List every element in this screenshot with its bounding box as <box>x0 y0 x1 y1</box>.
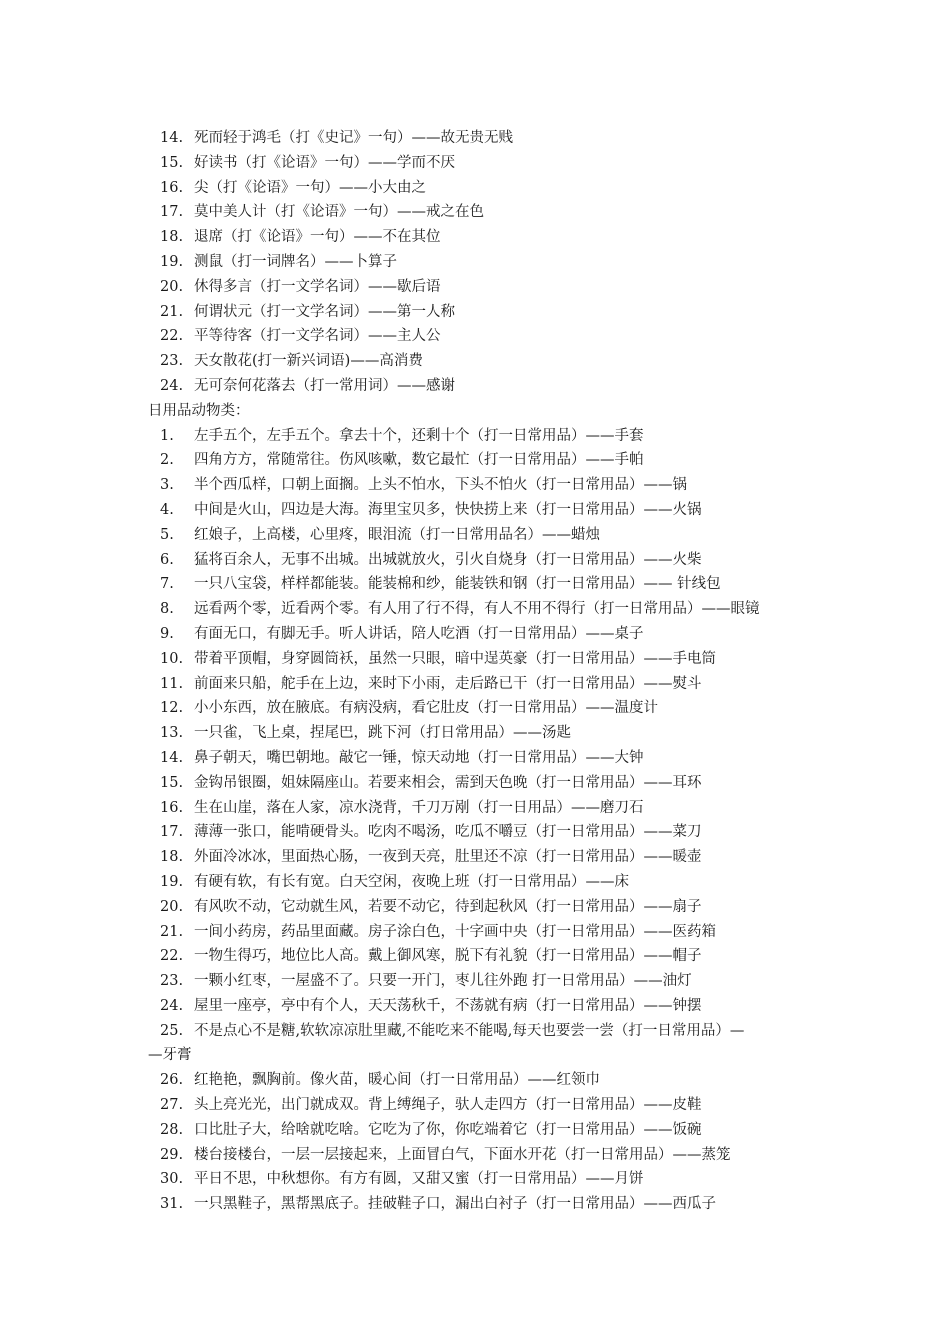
item-number: 22. <box>160 328 184 345</box>
item-text: 中间是火山，四边是大海。海里宝贝多，快快捞上来（打一日常用品）——火锅 <box>194 501 702 518</box>
item-text: 有面无口，有脚无手。听人讲话，陪人吃酒（打一日常用品）——桌子 <box>194 625 644 642</box>
list-item <box>148 672 818 697</box>
list-item <box>148 1192 818 1217</box>
item-text: 楼台接楼台，一层一层接起来，上面冒白气，下面水开花（打一日常用品）——蒸笼 <box>194 1146 731 1163</box>
item-number: 20. <box>160 898 184 915</box>
list-item <box>148 498 818 523</box>
item-text: 鼻子朝天，嘴巴朝地。敲它一锤，惊天动地（打一日常用品）——大钟 <box>194 749 644 766</box>
list-item <box>148 796 818 821</box>
list-item <box>148 374 818 399</box>
item-number: 27. <box>160 1097 184 1114</box>
item-text: 口比肚子大，给啥就吃啥。它吃为了你，你吃端着它（打一日常用品）——饭碗 <box>194 1121 702 1138</box>
item-text: 一颗小红枣，一屋盛不了。只要一开门，枣儿往外跑 打一日常用品）——油灯 <box>194 973 692 990</box>
item-text: 四角方方，常随常往。伤风咳嗽，数它最忙（打一日常用品）——手帕 <box>194 452 644 469</box>
item-text: 尖（打《论语》一句）——小大由之 <box>194 179 426 196</box>
item-number: 23. <box>160 353 184 370</box>
item-number: 7. <box>160 576 174 593</box>
list-item <box>148 920 818 945</box>
item-number: 28. <box>160 1121 184 1138</box>
item-number: 6. <box>160 551 174 568</box>
item-text: 休得多言（打一文学名词）——歇后语 <box>194 278 441 295</box>
item-number: 25. <box>160 1022 184 1039</box>
item-text: 猛将百余人，无事不出城。出城就放火，引火自烧身（打一日常用品）——火柴 <box>194 551 702 568</box>
item-text: 有硬有软，有长有宽。白天空闲，夜晚上班（打一日常用品）——床 <box>194 873 629 890</box>
list-item <box>148 895 818 920</box>
list-item <box>148 647 818 672</box>
list-item <box>148 225 818 250</box>
section-heading: 日用品动物类： <box>148 402 250 419</box>
item-text: 半个西瓜样，口朝上面搁。上头不怕水，下头不怕火（打一日常用品）——锅 <box>194 477 687 494</box>
item-number: 18. <box>160 229 184 246</box>
item-number: 3. <box>160 477 174 494</box>
list-item <box>148 944 818 969</box>
item-text: 左手五个，左手五个。拿去十个，还剩十个（打一日常用品）——手套 <box>194 427 644 444</box>
item-text: 远看两个零，近看两个零。有人用了行不得，有人不用不得行（打一日常用品）——眼镜 <box>194 601 760 618</box>
item-text: 无可奈何花落去（打一常用词）——感谢 <box>194 377 455 394</box>
item-number: 16. <box>160 799 184 816</box>
list-item <box>148 572 818 597</box>
item-text: 好读书（打《论语》一句）——学而不厌 <box>194 154 455 171</box>
section-daily-items-riddles <box>148 424 818 1218</box>
item-number: 9. <box>160 625 174 642</box>
item-number: 17. <box>160 204 184 221</box>
item-number: 13. <box>160 725 184 742</box>
item-number: 19. <box>160 873 184 890</box>
list-item <box>148 1093 818 1118</box>
item-number: 4. <box>160 501 174 518</box>
item-text: 有风吹不动，它动就生风，若要不动它，待到起秋风（打一日常用品）——扇子 <box>194 898 702 915</box>
item-text: 一只雀，飞上桌，捏尾巴，跳下河（打日常用品）——汤匙 <box>194 725 571 742</box>
item-text: 小小东西，放在腋底。有病没病，看它肚皮（打一日常用品）——温度计 <box>194 700 658 717</box>
item-number: 12. <box>160 700 184 717</box>
list-item <box>148 151 818 176</box>
item-text: 生在山崖，落在人家，凉水浇背，千刀万剐（打一日用品）——磨刀石 <box>194 799 644 816</box>
item-number: 20. <box>160 278 184 295</box>
item-text: 死而轻于鸿毛（打《史记》一句）——故无贵无贱 <box>194 130 513 146</box>
list-item <box>148 597 818 622</box>
item-text: 外面冷冰冰，里面热心肠，一夜到天亮，肚里还不凉（打一日常用品）——暖壶 <box>194 849 702 866</box>
item-number: 24. <box>160 377 184 394</box>
item-number: 24. <box>160 997 184 1014</box>
item-text: 薄薄一张口，能啃硬骨头。吃肉不喝汤，吃瓜不嚼豆（打一日常用品）——菜刀 <box>194 824 702 841</box>
list-item <box>148 324 818 349</box>
item-number: 15. <box>160 774 184 791</box>
item-number: 29. <box>160 1146 184 1163</box>
riddle-list <box>148 126 818 1217</box>
item-text: 平日不思，中秋想你。有方有圆，又甜又蜜（打一日常用品）——月饼 <box>194 1171 644 1188</box>
list-item <box>148 200 818 225</box>
item-number: 17. <box>160 824 184 841</box>
item-number: 19. <box>160 253 184 270</box>
list-item <box>148 870 818 895</box>
item-number: 5. <box>160 526 174 543</box>
item-text: 头上亮光光，出门就成双。背上缚绳子，驮人走四方（打一日常用品）——皮鞋 <box>194 1097 702 1114</box>
item-text-continuation: —牙膏 <box>148 1047 192 1064</box>
list-item <box>148 1167 818 1192</box>
item-text: 何谓状元（打一文学名词）——第一人称 <box>194 303 455 320</box>
item-number: 30. <box>160 1171 184 1188</box>
item-number: 8. <box>160 601 174 618</box>
list-item <box>148 746 818 771</box>
item-number: 23. <box>160 973 184 990</box>
list-item <box>148 1143 818 1168</box>
list-item <box>148 126 818 151</box>
list-item <box>148 548 818 573</box>
list-item <box>148 771 818 796</box>
item-number: 2. <box>160 452 174 469</box>
item-text: 天女散花(打一新兴词语)——高消费 <box>194 353 423 370</box>
list-item <box>148 969 818 994</box>
item-text: 一间小药房，药品里面藏。房子涂白色，十字画中央（打一日常用品）——医药箱 <box>194 923 716 940</box>
item-number: 1. <box>160 427 174 444</box>
list-item <box>148 473 818 498</box>
list-item <box>148 349 818 374</box>
list-item <box>148 275 818 300</box>
item-text: 带着平顶帽，身穿圆筒袄，虽然一只眼，暗中逞英豪（打一日常用品）——手电筒 <box>194 650 716 667</box>
list-item <box>148 424 818 449</box>
item-text: 前面来只船，舵手在上边，来时下小雨，走后路已干（打一日常用品）——熨斗 <box>194 675 702 692</box>
item-number: 11. <box>160 675 184 692</box>
list-item <box>148 1118 818 1143</box>
list-item <box>148 250 818 275</box>
list-item <box>148 994 818 1019</box>
item-number: 10. <box>160 650 184 667</box>
list-item <box>148 176 818 201</box>
item-number: 14. <box>160 749 184 766</box>
item-text: 屋里一座亭，亭中有个人，天天荡秋千，不荡就有病（打一日常用品）——钟摆 <box>194 997 702 1014</box>
item-number: 21. <box>160 303 184 320</box>
item-number: 31. <box>160 1196 184 1213</box>
list-item <box>148 820 818 845</box>
list-item <box>148 845 818 870</box>
list-item <box>148 1019 818 1044</box>
item-text: 退席（打《论语》一句）——不在其位 <box>194 229 441 246</box>
item-number: 22. <box>160 948 184 965</box>
list-item <box>148 300 818 325</box>
item-number: 21. <box>160 923 184 940</box>
item-number: 16. <box>160 179 184 196</box>
item-text: 一只黑鞋子，黑帮黑底子。挂破鞋子口，漏出白衬子（打一日常用品）——西瓜子 <box>194 1196 716 1213</box>
list-item <box>148 1068 818 1093</box>
item-text: 莫中美人计（打《论语》一句）——戒之在色 <box>194 204 484 221</box>
item-number: 14. <box>160 130 184 146</box>
item-text: 一物生得巧，地位比人高。戴上御风寒，脱下有礼貌（打一日常用品）——帽子 <box>194 948 702 965</box>
item-text: 红娘子，上高楼，心里疼，眼泪流（打一日常用品名）——蜡烛 <box>194 526 600 543</box>
section-literature-riddles <box>148 126 818 399</box>
item-text: 测鼠（打一词牌名）——卜算子 <box>194 253 397 270</box>
item-text: 一只八宝袋，样样都能装。能装棉和纱，能装铁和钢（打一日常用品）—— 针线包 <box>194 576 721 593</box>
item-text: 不是点心不是糖,软软凉凉肚里藏,不能吃来不能喝,每天也要尝一尝（打一日常用品）— <box>194 1022 745 1039</box>
item-text: 红艳艳，飘胸前。像火苗，暖心间（打一日常用品）——红领巾 <box>194 1072 600 1089</box>
list-item <box>148 622 818 647</box>
item-text: 平等待客（打一文学名词）——主人公 <box>194 328 441 345</box>
list-item <box>148 696 818 721</box>
item-text: 金钩吊银圈，姐妹隔座山。若要来相会，需到天色晚（打一日常用品）——耳环 <box>194 774 702 791</box>
item-number: 15. <box>160 154 184 171</box>
list-item <box>148 523 818 548</box>
list-item <box>148 448 818 473</box>
item-number: 18. <box>160 849 184 866</box>
item-number: 26. <box>160 1072 184 1089</box>
list-item <box>148 721 818 746</box>
